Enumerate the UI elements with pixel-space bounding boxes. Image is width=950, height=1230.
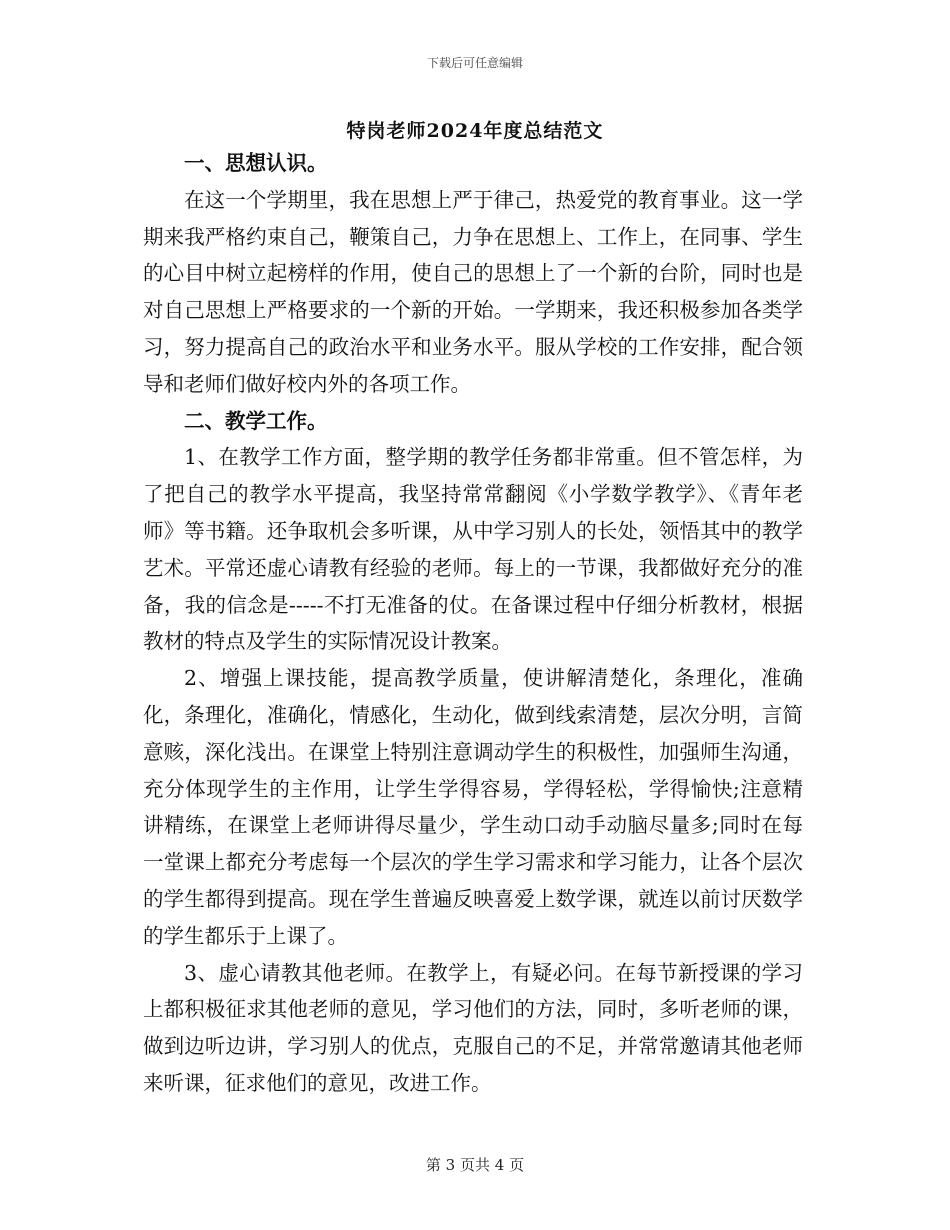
section-heading-teaching: 二、教学工作。: [184, 408, 328, 433]
document-body: [143, 145, 803, 1102]
page-number: 第 3 页共 4 页: [425, 1156, 525, 1174]
page-header-note: 下载后可任意编辑: [426, 56, 523, 70]
paragraph-thought: 在这一个学期里，我在思想上严于律己，热爱党的教育事业。这一学期来我严格约束自己，鞭策自己，力争在思想上、工作上，在同事、学生的心目中树立起榜样的作用，使自己的思想上了一个新的台阶，同时也是对自己思想上严格要求的一个新的开始。一学期来，我还积极参加各类学习，努力提高自己的政治水平和业务水平。服从学校的工作安排，配合领导和老师们做好校内外的各项工作。: [143, 187, 803, 396]
section-heading-thought: 一、思想认识。: [184, 151, 328, 175]
paragraph-teaching-1: 1、在教学工作方面，整学期的教学任务都非常重。但不管怎样，为了把自己的教学水平提高，我坚持常常翻阅《小学数学教学》、《青年老师》等书籍。还争取机会多听课，从中学习别人的长处，领悟其中的教学艺术。平常还虚心请教有经验的老师。每上的一节课，我都做好充分的准备，我的信念是-----不打无准备的仗。在备课过程中仔细分析教材，根据教材的特点及学生的实际情况设计教案。: [143, 445, 803, 654]
paragraph-teaching-2: 2、增强上课技能，提高教学质量，使讲解清楚化，条理化，准确化，条理化，准确化，情感化，生动化，做到线索清楚，层次分明，言简意赅，深化浅出。在课堂上特别注意调动学生的积极性，加强师生沟通，充分体现学生的主作用，让学生学得容易，学得轻松，学得愉快;注意精讲精练，在课堂上老师讲得尽量少，学生动口动手动脑尽量多;同时在每一堂课上都充分考虑每一个层次的学生学习需求和学习能力，让各个层次的学生都得到提高。现在学生普遍反映喜爱上数学课，就连以前讨厌数学的学生都乐于上课了。: [143, 666, 803, 948]
paragraph-teaching-3: 3、虚心请教其他老师。在教学上，有疑必问。在每节新授课的学习上都积极征求其他老师的意见，学习他们的方法，同时，多听老师的课，做到边听边讲，学习别人的优点，克服自己的不足，并常常邀请其他老师来听课，征求他们的意见，改进工作。: [143, 960, 803, 1095]
document-title: 特岗老师2024年度总结范文: [346, 120, 604, 142]
